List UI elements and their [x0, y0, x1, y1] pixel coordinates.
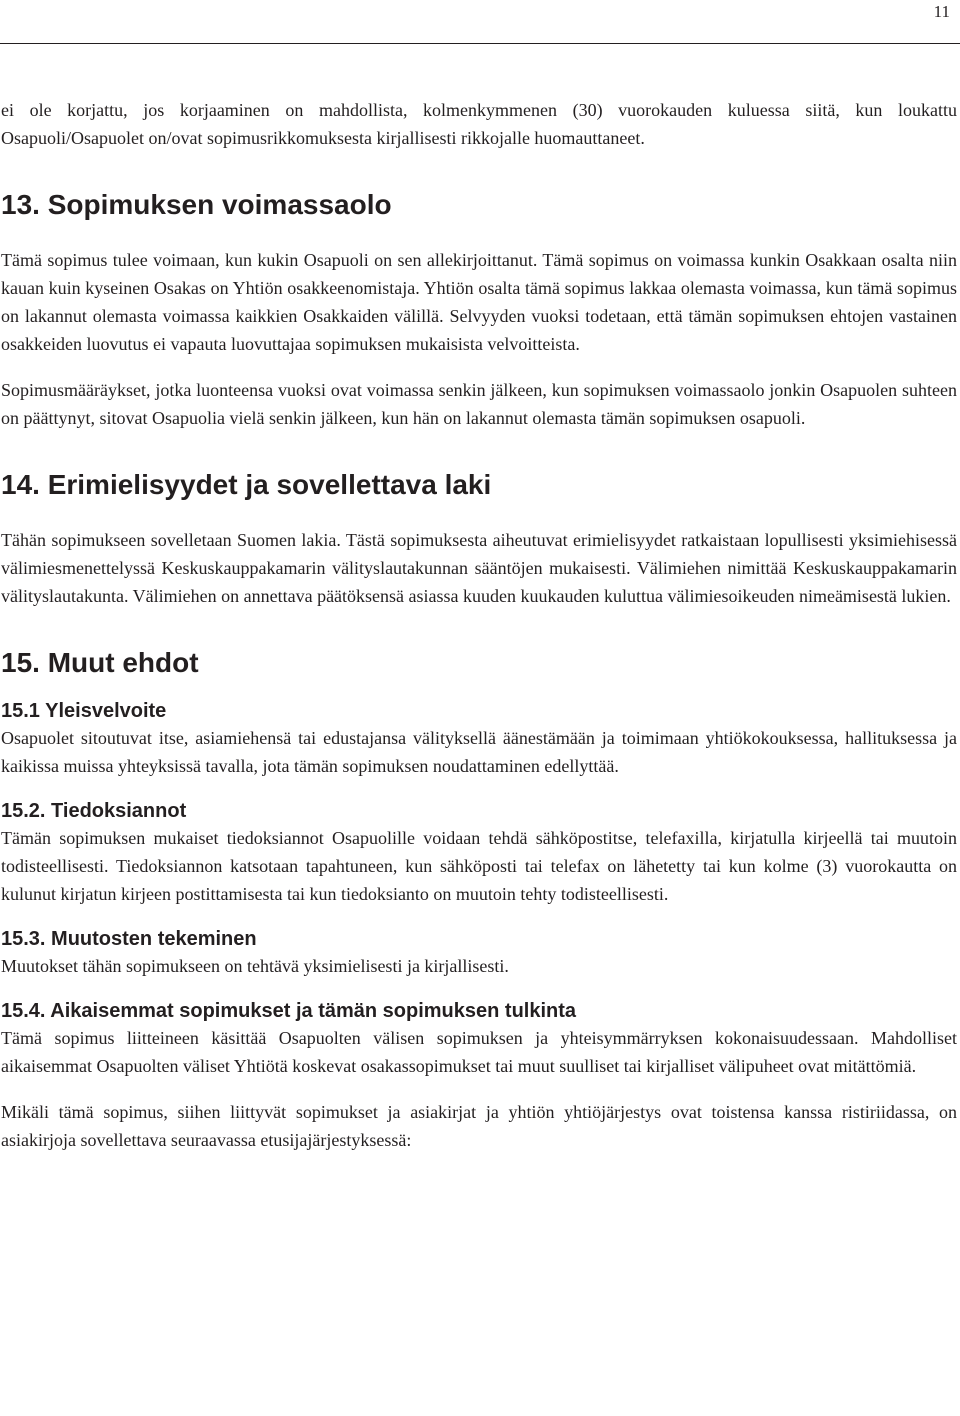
section-15-4-heading: 15.4. Aikaisemmat sopimukset ja tämän sopimuksen tulkinta [1, 1000, 577, 1022]
section-14-heading: 14. Erimielisyydet ja sovellettava laki [1, 469, 492, 500]
section-15-4-paragraph-2: Mikäli tämä sopimus, siihen liittyvät sopimukset ja asiakirjat ja yhtiön yhtiöjärjestys ovat toistensa kanssa ristiriidassa, on asiakirjoja sovellettava seuraavassa etusijajärjestyksessä: [1, 1102, 957, 1150]
section-15-2-paragraph: Tämän sopimuksen mukaiset tiedoksiannot Osapuolille voidaan tehdä sähköpostitse, telefaxilla, kirjatulla kirjeellä tai muutoin todisteellisesti. Tiedoksiannon katsotaan tapahtuneen, kun sähköposti tai telefax on lähetetty tai kun kolme (3) vuorokautta on kulunut kirjatun kirjeen postittamisesta tai kun tiedoksianto on muutoin tehty todisteellisesti. [1, 828, 957, 904]
section-14-paragraph: Tähän sopimukseen sovelletaan Suomen lakia. Tästä sopimuksesta aiheutuvat erimielisyydet ratkaistaan lopullisesti yksimiehisessä välimiesmenettelyssä Keskuskauppakamarin välityslautakunnan sääntöjen mukaisesti. Välimiehen nimittää Keskuskauppakamarin välityslautakunta. Välimiehen on annettava päätöksensä asiassa kuuden kuukauden kuluttua välimiesoikeuden nimeämisestä lukien. [1, 530, 957, 606]
section-13-paragraph-1: Tämä sopimus tulee voimaan, kun kukin Osapuoli on sen allekirjoittanut. Tämä sopimus on voimassa kunkin Osakkaan osalta niin kauan kuin kyseinen Osakas on Yhtiön osakkeenomistaja. Yhtiön osalta tämä sopimus lakkaa olemasta voimassa, kun tämä sopimus on lakannut olemasta voimassa kaikkien Osakkaiden välillä. Selvyyden vuoksi todetaan, että tämän sopimuksen ehtojen vastainen osakkeiden luovutus ei vapauta luovuttajaa sopimuksen mukaisista velvoitteista. [1, 250, 957, 354]
paragraph-continuation: ei ole korjattu, jos korjaaminen on mahdollista, kolmenkymmenen (30) vuorokauden kuluessa siitä, kun loukattu Osapuoli/Osapuolet on/ovat sopimusrikkomuksesta kirjallisesti rikkojalle huomauttaneet. [1, 100, 957, 148]
section-15-4-paragraph-1: Tämä sopimus liitteineen käsittää Osapuolten välisen sopimuksen ja yhteisymmärryksen kokonaisuudessaan. Mahdolliset aikaisemmat Osapuolten väliset Yhtiötä koskevat osakassopimukset tai muut suulliset tai kirjalliset välipuheet ovat mitättömiä. [1, 1028, 957, 1076]
section-15-2-heading: 15.2. Tiedoksiannot [1, 800, 187, 822]
document-body [1, 96, 957, 1154]
header-rule [0, 43, 960, 44]
section-13-paragraph-2: Sopimusmääräykset, jotka luonteensa vuoksi ovat voimassa senkin jälkeen, kun sopimuksen voimassaolo jonkin Osapuolen suhteen on päättynyt, sitovat Osapuolia vielä senkin jälkeen, kun hän on lakannut olemasta tämän sopimuksen osapuoli. [1, 380, 957, 428]
section-13-heading: 13. Sopimuksen voimassaolo [1, 189, 392, 220]
section-15-3-heading: 15.3. Muutosten tekeminen [1, 928, 257, 950]
section-15-3-paragraph: Muutokset tähän sopimukseen on tehtävä yksimielisesti ja kirjallisesti. [1, 956, 509, 976]
section-15-1-paragraph: Osapuolet sitoutuvat itse, asiamiehensä tai edustajansa välityksellä äänestämään ja toimimaan yhtiökokouksessa, hallituksessa ja kaikissa muissa yhteyksissä tavalla, jota tämän sopimuksen noudattaminen edellyttää. [1, 728, 957, 776]
section-15-heading: 15. Muut ehdot [1, 647, 199, 678]
section-15-1-heading: 15.1 Yleisvelvoite [1, 700, 167, 722]
page-number: 11 [933, 2, 950, 21]
